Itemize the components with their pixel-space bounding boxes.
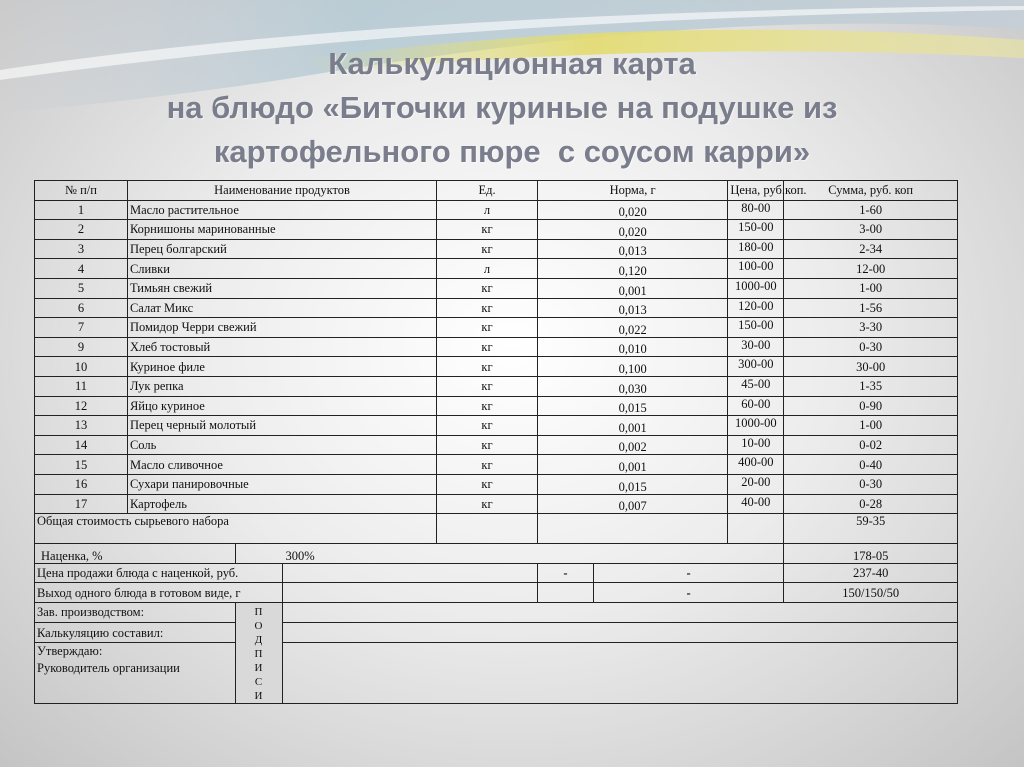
- row-product-name: Помидор Черри свежий: [127, 318, 436, 338]
- row-number: 11: [35, 376, 128, 396]
- row-product-name: Перец черный молотый: [127, 416, 436, 436]
- row-sum: 0-02: [784, 435, 958, 455]
- calculation-table: [34, 180, 958, 704]
- header-number: № п/п: [35, 181, 128, 201]
- table-header: [35, 181, 958, 201]
- row-product-name: Перец болгарский: [127, 239, 436, 259]
- row-sum: 0-90: [784, 396, 958, 416]
- row-unit: кг: [437, 474, 538, 494]
- row-sum: 0-30: [784, 337, 958, 357]
- row-norm: 0,120: [537, 259, 727, 279]
- table-row: [35, 200, 958, 220]
- yield-value: 150/150/50: [784, 583, 958, 603]
- row-price: 400-00: [728, 455, 784, 475]
- row-price: 80-00: [728, 200, 784, 220]
- row-unit: кг: [437, 337, 538, 357]
- title-line-1: Калькуляционная карта: [328, 46, 696, 81]
- row-norm: 0,015: [537, 396, 727, 416]
- row-product-name: Яйцо куриное: [127, 396, 436, 416]
- production-head-label: Зав. производством:: [35, 602, 236, 622]
- row-product-name: Тимьян свежий: [127, 278, 436, 298]
- yield-dash: -: [593, 583, 783, 603]
- approve-block: [35, 643, 236, 704]
- row-norm: 0,020: [537, 200, 727, 220]
- table-row: [35, 259, 958, 279]
- header-norm: Норма, г: [537, 181, 727, 201]
- row-unit: л: [437, 259, 538, 279]
- row-norm: 0,001: [537, 278, 727, 298]
- row-number: 2: [35, 220, 128, 240]
- row-number: 9: [35, 337, 128, 357]
- page-title: [0, 42, 1024, 174]
- row-product-name: Соль: [127, 435, 436, 455]
- row-price: 60-00: [728, 396, 784, 416]
- markup-percent: 300%: [235, 544, 784, 564]
- table-row: [35, 435, 958, 455]
- row-product-name: Сливки: [127, 259, 436, 279]
- total-row: [35, 514, 958, 544]
- row-unit: кг: [437, 494, 538, 514]
- table-row: [35, 474, 958, 494]
- row-price: 150-00: [728, 220, 784, 240]
- row-number: 15: [35, 455, 128, 475]
- row-product-name: Масло сливочное: [127, 455, 436, 475]
- row-unit: кг: [437, 416, 538, 436]
- row-price: 150-00: [728, 318, 784, 338]
- row-number: 16: [35, 474, 128, 494]
- signature-row-1: [35, 602, 958, 622]
- markup-value: 178-05: [784, 544, 958, 564]
- row-product-name: Хлеб тостовый: [127, 337, 436, 357]
- signature-row-3: [35, 643, 958, 704]
- row-number: 5: [35, 278, 128, 298]
- table-row: [35, 357, 958, 377]
- row-sum: 1-00: [784, 278, 958, 298]
- row-number: 4: [35, 259, 128, 279]
- row-price: 120-00: [728, 298, 784, 318]
- row-price: 45-00: [728, 376, 784, 396]
- row-product-name: Сухари панировочные: [127, 474, 436, 494]
- row-product-name: Лук репка: [127, 376, 436, 396]
- row-price: 1000-00: [728, 278, 784, 298]
- row-norm: 0,100: [537, 357, 727, 377]
- markup-label: Наценка, %: [35, 544, 236, 564]
- row-norm: 0,015: [537, 474, 727, 494]
- row-sum: 0-30: [784, 474, 958, 494]
- row-norm: 0,030: [537, 376, 727, 396]
- row-sum: 0-28: [784, 494, 958, 514]
- row-sum: 1-35: [784, 376, 958, 396]
- header-sum: Сумма, руб. коп: [784, 181, 958, 201]
- row-price: 20-00: [728, 474, 784, 494]
- table-row: [35, 278, 958, 298]
- sale-price-blank: [282, 563, 537, 583]
- row-number: 13: [35, 416, 128, 436]
- sale-price-dash-1: -: [537, 563, 593, 583]
- row-sum: 1-60: [784, 200, 958, 220]
- total-unit-cell: [437, 514, 538, 544]
- row-price: 100-00: [728, 259, 784, 279]
- row-number: 14: [35, 435, 128, 455]
- total-price-cell: [728, 514, 784, 544]
- row-number: 6: [35, 298, 128, 318]
- total-label: Общая стоимость сырьевого набора: [35, 514, 437, 544]
- total-value: 59-35: [784, 514, 958, 544]
- row-sum: 1-00: [784, 416, 958, 436]
- row-unit: кг: [437, 455, 538, 475]
- row-norm: 0,020: [537, 220, 727, 240]
- row-number: 1: [35, 200, 128, 220]
- table-row: [35, 376, 958, 396]
- row-unit: кг: [437, 298, 538, 318]
- production-head-sign: [282, 602, 957, 622]
- row-unit: кг: [437, 220, 538, 240]
- row-sum: 0-40: [784, 455, 958, 475]
- row-unit: кг: [437, 239, 538, 259]
- row-sum: 30-00: [784, 357, 958, 377]
- header-product: Наименование продуктов: [127, 181, 436, 201]
- row-unit: л: [437, 200, 538, 220]
- row-sum: 3-00: [784, 220, 958, 240]
- header-price: Цена, руб.коп.: [728, 181, 784, 201]
- calculated-by-sign: [282, 623, 957, 643]
- row-number: 3: [35, 239, 128, 259]
- row-unit: кг: [437, 278, 538, 298]
- table-row: [35, 239, 958, 259]
- row-product-name: Картофель: [127, 494, 436, 514]
- table-row: [35, 337, 958, 357]
- org-head-label: Руководитель организации: [37, 661, 180, 676]
- table-row: [35, 455, 958, 475]
- approve-label: Утверждаю:: [37, 644, 103, 659]
- table-row: [35, 298, 958, 318]
- row-unit: кг: [437, 435, 538, 455]
- yield-blank-2: [537, 583, 593, 603]
- sale-price-value: 237-40: [784, 563, 958, 583]
- title-line-2: на блюдо «Биточки куриные на подушке из: [166, 90, 838, 125]
- row-sum: 1-56: [784, 298, 958, 318]
- row-norm: 0,001: [537, 416, 727, 436]
- signatures-column: П О Д П И С И: [235, 602, 282, 703]
- row-sum: 12-00: [784, 259, 958, 279]
- row-price: 180-00: [728, 239, 784, 259]
- total-norm-cell: [537, 514, 727, 544]
- row-norm: 0,002: [537, 435, 727, 455]
- row-number: 17: [35, 494, 128, 514]
- row-number: 7: [35, 318, 128, 338]
- title-line-3: картофельного пюре с соусом карри»: [213, 134, 811, 169]
- sale-price-row: [35, 563, 958, 583]
- row-sum: 3-30: [784, 318, 958, 338]
- table-row: [35, 318, 958, 338]
- row-unit: кг: [437, 318, 538, 338]
- table-row: [35, 416, 958, 436]
- row-unit: кг: [437, 376, 538, 396]
- table-row: [35, 396, 958, 416]
- yield-blank: [282, 583, 537, 603]
- row-price: 1000-00: [728, 416, 784, 436]
- row-norm: 0,022: [537, 318, 727, 338]
- row-number: 12: [35, 396, 128, 416]
- signature-row-2: [35, 623, 958, 643]
- row-product-name: Куриное филе: [127, 357, 436, 377]
- yield-label: Выход одного блюда в готовом виде, г: [35, 583, 283, 603]
- row-price: 300-00: [728, 357, 784, 377]
- sale-price-label: Цена продажи блюда с наценкой, руб.: [35, 563, 283, 583]
- row-sum: 2-34: [784, 239, 958, 259]
- row-norm: 0,013: [537, 239, 727, 259]
- row-norm: 0,007: [537, 494, 727, 514]
- header-unit: Ед.: [437, 181, 538, 201]
- sale-price-dash-2: -: [593, 563, 783, 583]
- row-norm: 0,001: [537, 455, 727, 475]
- row-number: 10: [35, 357, 128, 377]
- yield-row: [35, 583, 958, 603]
- row-norm: 0,010: [537, 337, 727, 357]
- row-product-name: Масло растительное: [127, 200, 436, 220]
- calculated-by-label: Калькуляцию составил:: [35, 623, 236, 643]
- row-price: 10-00: [728, 435, 784, 455]
- row-price: 30-00: [728, 337, 784, 357]
- row-price: 40-00: [728, 494, 784, 514]
- row-product-name: Корнишоны маринованные: [127, 220, 436, 240]
- row-product-name: Салат Микс: [127, 298, 436, 318]
- approve-sign: [282, 643, 957, 704]
- table-row: [35, 220, 958, 240]
- markup-row: [35, 544, 958, 564]
- table-row: [35, 494, 958, 514]
- row-unit: кг: [437, 396, 538, 416]
- row-norm: 0,013: [537, 298, 727, 318]
- row-unit: кг: [437, 357, 538, 377]
